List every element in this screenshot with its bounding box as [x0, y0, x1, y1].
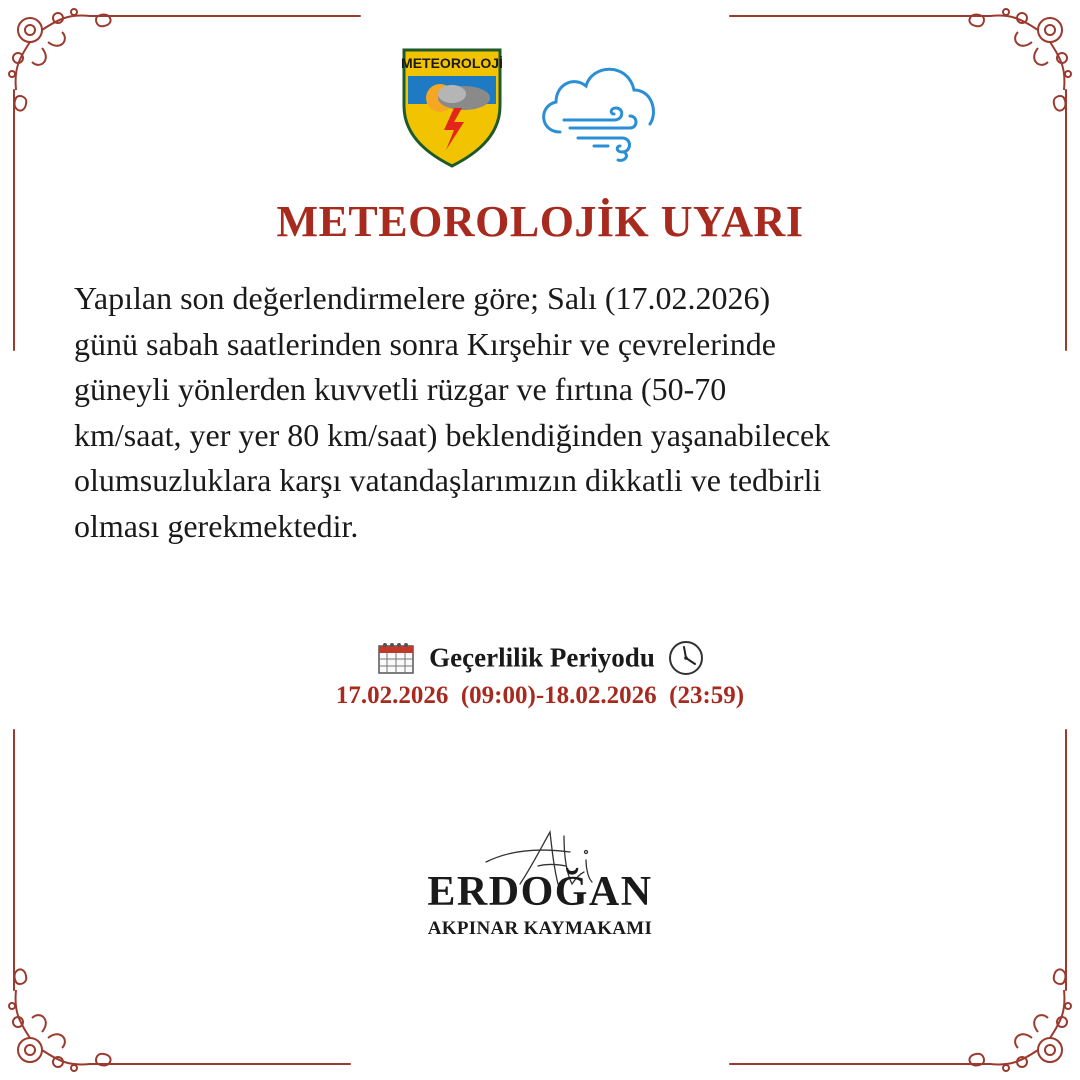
- page-title: METEOROLOJİK UYARI: [276, 197, 804, 246]
- validity-period-label: [0, 640, 1080, 676]
- wind-cloud-icon: [534, 56, 660, 168]
- validity-label-text: Geçerlilik Periyodu: [429, 642, 655, 673]
- validity-period-range: 17.02.2026 (09:00)-18.02.2026 (23:59): [335, 682, 745, 709]
- signatory-position: AKPINAR KAYMAKAMI: [427, 918, 653, 939]
- logo-group: [400, 46, 670, 170]
- meteoroloji-shield-logo: [400, 46, 504, 168]
- calendar-icon: [376, 641, 416, 675]
- logo-text: METEOROLOJİ: [401, 55, 503, 71]
- clock-icon: [668, 640, 704, 676]
- warning-body-text: Yapılan son değerlendirmelere göre; Salı (17.02.2026) günü sabah saatlerinden sonra Kırşehir ve çevrelerinde güneyli yönlerden kuvvetli rüzgar ve fırtına (50-70 km/saat, yer yer 80 km/saat) beklendiğinden yaşanabilecek olumsuzluklara karşı vatandaşlarımızın dikkatli ve tedbirli olması gerekmektedir.: [74, 280, 831, 544]
- signatory-name: ERDOĞAN: [427, 869, 653, 915]
